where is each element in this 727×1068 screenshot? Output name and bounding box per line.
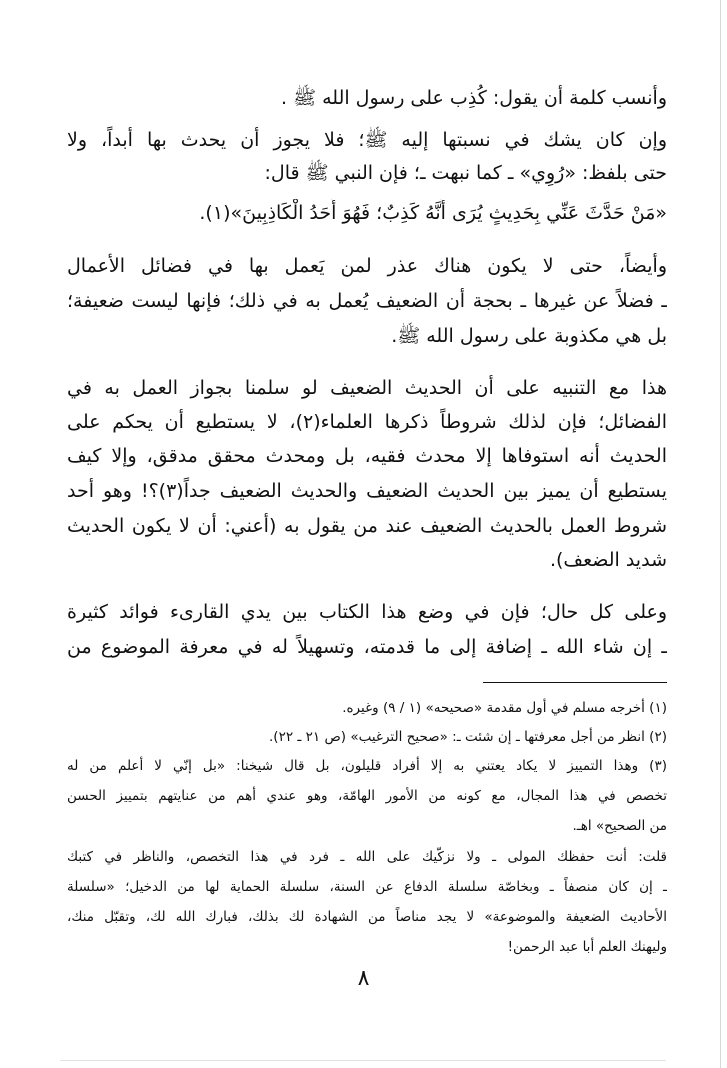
footnote-separator [483,682,667,683]
body-line-1: وأنسب كلمة أن يقول: كُذِب على رسول الله ﷺ . [281,87,667,109]
footnote-1: (١) أخرجه مسلم في أول مقدمة «صحيحه» (١ / ٩) وغيره. [342,700,667,716]
body-line-8: هذا مع التنبيه على أن الحديث الضعيف لو سلمنا بجواز العمل به في [67,377,667,399]
body-line-5: وأيضاً، حتى لا يكون هناك عذر لمن يَعمل بها في فضائل الأعمال [67,255,667,277]
body-line-2: وإن كان يشك في نسبتها إليه ﷺ؛ فلا يجوز أن يحدث بها أبداً، ولا [67,129,667,151]
footnote-3-line-1: (٣) وهذا التمييز لا يكاد يعتني به إلا أفراد قليلون، بل قال شيخنا: «بل إنّي لا أعلم من له [67,758,667,774]
body-line-9: الفضائل؛ فإن لذلك شروطاً ذكرها العلماء(٢)، لا يستطيع أن يحكم على [67,411,667,433]
footnote-3-line-2: تخصص في هذا المجال، مع كونه من الأمور الهامّة، وهو عندي أهم من عنايتهم بتمييز الحسن [67,788,667,804]
footnote-3-line-4: قلت: أنت حفظك المولى ـ ولا نزكّيك على الله ـ فرد في هذا التخصص، والناظر في كتبك [67,849,667,865]
page-edge-line [720,0,721,1068]
body-line-3: حتى بلفظ: «رُوِي» ـ كما نبهت ـ؛ فإن النبي ﷺ قال: [264,162,667,184]
footnote-3-line-5: ـ إن كان منصفاً ـ وبخاصّة سلسلة الدفاع عن السنة، سلسلة الحماية لها من الدخيل؛ «سلسلة [67,879,667,895]
page-number: ٨ [357,966,370,991]
body-line-11: يستطيع أن يميز بين الحديث الضعيف والحديث الضعيف جداً(٣)؟! وهو أحد [67,480,667,502]
body-line-10: الحديث أنه استوفاها إلا محدث فقيه، بل ومحدث محقق مدقق، وإلا كيف [67,445,667,467]
page-bottom-edge [60,1060,666,1061]
body-line-15: ـ إن شاء الله ـ إضافة إلى ما قدمته، وتسهيلاً له في معرفة الموضوع من [67,636,667,658]
footnote-3-line-3: من الصحيح» اهـ. [572,818,667,834]
footnote-2: (٢) انظر من أجل معرفتها ـ إن شئت ـ: «صحيح الترغيب» (ص ٢١ ـ ٢٢). [269,729,667,745]
footnote-3-line-7: وليهنك العلم أبا عبد الرحمن! [507,939,667,955]
body-line-13: شديد الضعف). [549,549,667,571]
body-line-14: وعلى كل حال؛ فإن في وضع هذا الكتاب بين يدي القارىء فوائد كثيرة [67,601,667,623]
body-line-6: ـ فضلاً عن غيرها ـ بحجة أن الضعيف يُعمل به في ذلك؛ فإنها ليست ضعيفة؛ [67,290,667,312]
body-line-7: بل هي مكذوبة على رسول الله ﷺ. [391,325,667,347]
hadith-quote: «مَنْ حَدَّثَ عَنِّي بِحَدِيثٍ يُرَى أَنَّهُ كَذِبٌ؛ فَهُوَ أَحَدُ الْكَاذِبِينَ»(١). [199,202,667,224]
body-line-12: شروط العمل بالحديث الضعيف عند من يقول به (أعني: أن لا يكون الحديث [67,515,667,537]
footnote-3-line-6: الأحاديث الضعيفة والموضوعة» لا يجد مناصاً من الشهادة لك بذلك، فبارك الله لك، وتقبّل منك، [67,909,667,925]
